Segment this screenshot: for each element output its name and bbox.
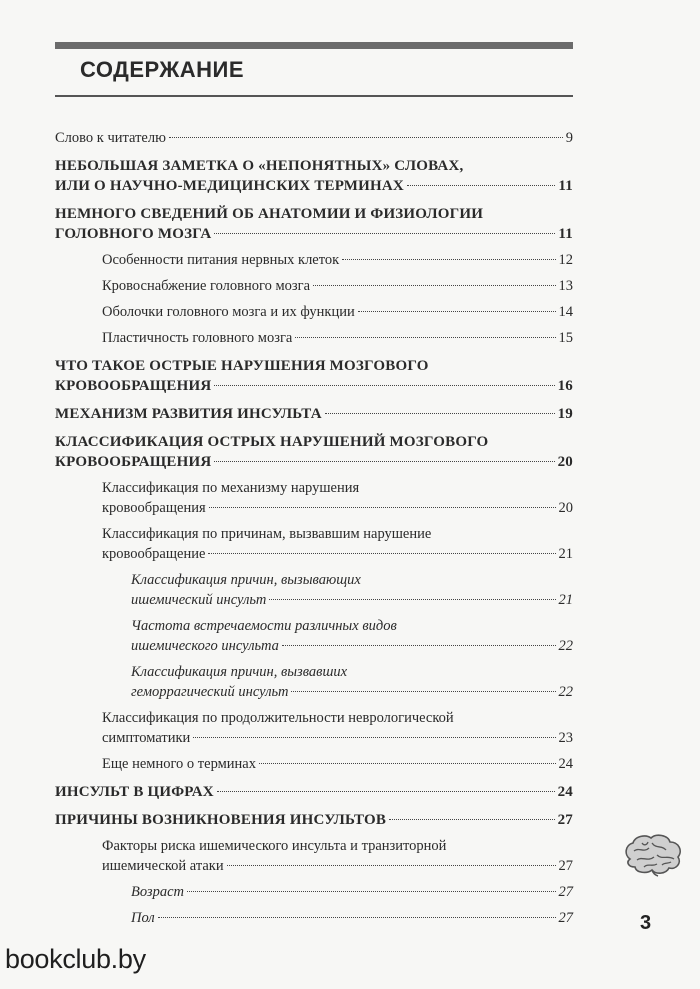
toc-page-number: 22 (558, 684, 573, 700)
dot-leader (187, 891, 556, 892)
toc-page-number: 21 (558, 546, 573, 562)
toc-entry-text: ИЛИ О НАУЧНО-МЕДИЦИНСКИХ ТЕРМИНАХ (55, 178, 404, 194)
toc-entry (55, 478, 573, 518)
dot-leader (389, 819, 555, 820)
dot-leader (214, 385, 554, 386)
toc-entry-text: КРОВООБРАЩЕНИЯ (55, 454, 212, 470)
toc-entry (55, 250, 573, 270)
toc-entry-text: Оболочки головного мозга и их функции (102, 304, 355, 320)
toc-page-number: 27 (558, 910, 573, 926)
toc-page-number: 14 (558, 304, 573, 320)
toc-entry-text: Кровоснабжение головного мозга (102, 278, 311, 294)
toc-entry (55, 708, 573, 748)
toc-entry-text: кровообращение (102, 546, 206, 562)
dot-leader (291, 691, 555, 692)
toc-entry (55, 908, 573, 928)
toc-page-number: 27 (558, 884, 573, 900)
toc-entry (55, 810, 573, 830)
toc-entry-text: МЕХАНИЗМ РАЗВИТИЯ ИНСУЛЬТА (55, 406, 322, 422)
brain-icon (622, 833, 684, 877)
toc-page-number: 13 (558, 278, 573, 294)
dot-leader (282, 645, 556, 646)
toc-entry-text: Частота встречаемости различных видов (131, 618, 397, 634)
toc-entry-text: симптоматики (102, 730, 191, 746)
toc-entry-text: Факторы риска ишемического инсульта и транзиторной (102, 838, 447, 854)
page-number: 3 (640, 912, 652, 934)
dot-leader (259, 763, 556, 764)
toc-page-number: 24 (557, 784, 573, 800)
toc-page-number: 11 (558, 178, 573, 194)
dot-leader (217, 791, 555, 792)
dot-leader (158, 917, 556, 918)
toc-page-number: 22 (558, 638, 573, 654)
toc-page-number: 11 (558, 226, 573, 242)
toc-entry (55, 128, 573, 148)
toc-page-number: 9 (565, 130, 573, 146)
dot-leader (313, 285, 555, 286)
toc-entry-text: Пол (131, 910, 155, 926)
toc-entry (55, 662, 573, 702)
toc-entry-text: ишемического инсульта (131, 638, 279, 654)
toc-page-number: 12 (558, 252, 573, 268)
toc-entry-text: Пластичность головного мозга (102, 330, 293, 346)
toc-page-number: 23 (558, 730, 573, 746)
toc-entry-text: кровообращения (102, 500, 206, 516)
toc-entry-text: Особенности питания нервных клеток (102, 252, 340, 268)
toc-entry (55, 782, 573, 802)
toc-entry (55, 404, 573, 424)
toc-entry-text: КРОВООБРАЩЕНИЯ (55, 378, 212, 394)
table-of-contents (55, 128, 573, 934)
toc-entry (55, 328, 573, 348)
toc-entry-text: Классификация причин, вызывающих (131, 572, 361, 588)
toc-entry-text: Слово к читателю (55, 130, 166, 146)
toc-entry-text: КЛАССИФИКАЦИЯ ОСТРЫХ НАРУШЕНИЙ МОЗГОВОГО (55, 434, 489, 450)
toc-entry-text: ГОЛОВНОГО МОЗГА (55, 226, 212, 242)
toc-page-number: 19 (557, 406, 573, 422)
toc-entry (55, 570, 573, 610)
dot-leader (269, 599, 555, 600)
toc-entry-text: ЧТО ТАКОЕ ОСТРЫЕ НАРУШЕНИЯ МОЗГОВОГО (55, 358, 429, 374)
toc-entry (55, 616, 573, 656)
toc-entry-text: Еще немного о терминах (102, 756, 256, 772)
toc-entry-text: Возраст (131, 884, 184, 900)
toc-entry-text: Классификация по причинам, вызвавшим нарушение (102, 526, 432, 542)
toc-entry (55, 524, 573, 564)
toc-entry-text: ПРИЧИНЫ ВОЗНИКНОВЕНИЯ ИНСУЛЬТОВ (55, 812, 387, 828)
toc-entry (55, 882, 573, 902)
dot-leader (342, 259, 555, 260)
toc-entry (55, 432, 573, 472)
toc-entry (55, 302, 573, 322)
toc-page-number: 16 (557, 378, 573, 394)
toc-entry-text: Классификация по механизму нарушения (102, 480, 360, 496)
toc-entry-text: НЕМНОГО СВЕДЕНИЙ ОБ АНАТОМИИ И ФИЗИОЛОГИИ (55, 206, 484, 222)
toc-entry (55, 836, 573, 876)
top-rule (55, 42, 573, 49)
dot-leader (214, 461, 554, 462)
dot-leader (325, 413, 555, 414)
dot-leader (295, 337, 555, 338)
toc-entry-text: ишемической атаки (102, 858, 224, 874)
toc-page-number: 27 (557, 812, 573, 828)
dot-leader (214, 233, 555, 234)
dot-leader (209, 507, 556, 508)
toc-entry (55, 156, 573, 196)
toc-entry (55, 754, 573, 774)
heading-rule (55, 95, 573, 97)
toc-page-number: 20 (558, 500, 573, 516)
dot-leader (208, 553, 555, 554)
toc-entry-text: геморрагический инсульт (131, 684, 289, 700)
dot-leader (407, 185, 555, 186)
toc-entry (55, 204, 573, 244)
toc-entry (55, 276, 573, 296)
toc-entry-text: ишемический инсульт (131, 592, 267, 608)
watermark: bookclub.by (5, 944, 146, 974)
toc-page-number: 20 (557, 454, 573, 470)
dot-leader (169, 137, 563, 138)
toc-entry (55, 356, 573, 396)
page-title: СОДЕРЖАНИЕ (80, 57, 245, 82)
toc-page-number: 24 (558, 756, 573, 772)
dot-leader (358, 311, 556, 312)
toc-entry-text: Классификация причин, вызвавших (131, 664, 348, 680)
toc-entry-text: Классификация по продолжительности неврологической (102, 710, 454, 726)
toc-page-number: 21 (558, 592, 573, 608)
toc-page-number: 15 (558, 330, 573, 346)
toc-page-number: 27 (558, 858, 573, 874)
toc-entry-text: ИНСУЛЬТ В ЦИФРАХ (55, 784, 214, 800)
dot-leader (227, 865, 556, 866)
toc-entry-text: НЕБОЛЬШАЯ ЗАМЕТКА О «НЕПОНЯТНЫХ» СЛОВАХ, (55, 158, 464, 174)
dot-leader (193, 737, 555, 738)
